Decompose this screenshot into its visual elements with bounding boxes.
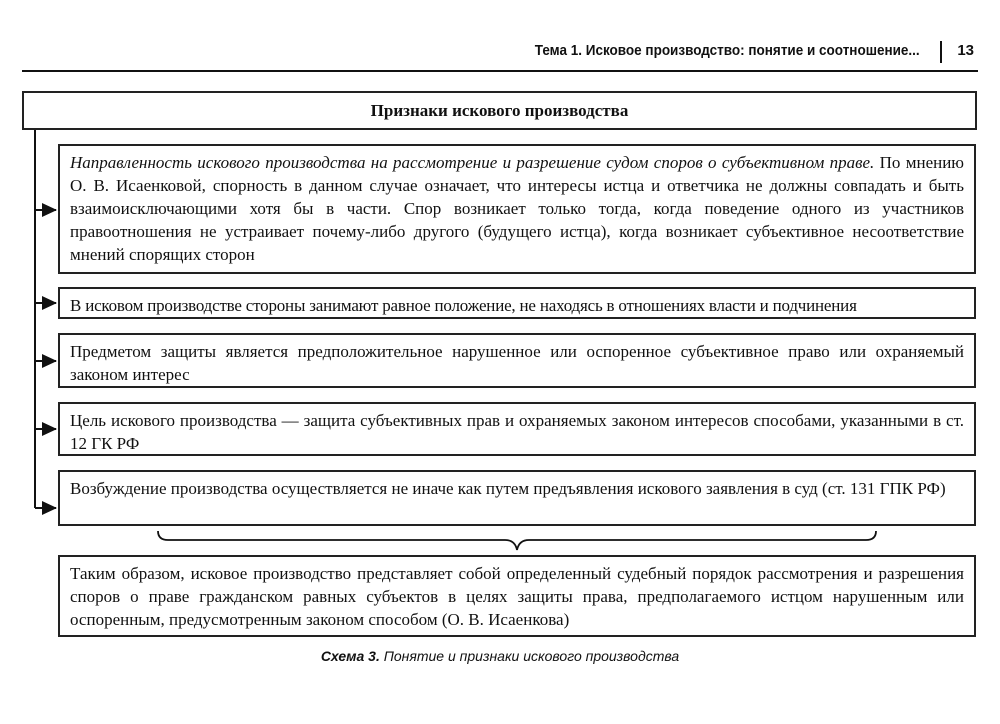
feature-1-text: По мнению О. В. Исаенковой, спорность в данном случае означает, что интересы истца и ответчика не должны совпадать и быть взаимоисключающими хотя бы в части. Спор возникает только тогда, когда поведение одного из участников правоотношения не устраивает почему-либо другого (будущего истца), когда возникает субъективное несоответствие мнений спорящих сторон <box>70 153 965 264</box>
feature-5-text: Возбуждение производства осуществляется не иначе как путем предъявления искового заявления в суд (ст. 131 ГПК РФ) <box>70 479 946 498</box>
feature-text-1 <box>70 151 964 266</box>
feature-box-3 <box>58 333 976 388</box>
summary-brace <box>158 531 876 550</box>
summary-text: Таким образом, исковое производство представляет собой определенный судебный порядок рассмотрения и разрешения споров о праве гражданском равных субъектов в целях защиты права, предполагаемого истцом нарушенным или оспоренным, предусмотренным законом способом (О. В. Исаенкова) <box>70 564 964 629</box>
page-number: 13 <box>957 42 974 59</box>
feature-2-text: В исковом производстве стороны занимают равное положение, не находясь в отношениях власти и подчинения <box>70 296 857 315</box>
feature-box-1 <box>58 144 976 274</box>
figure-caption <box>0 648 1000 664</box>
feature-1-italic: Направленность искового производства на рассмотрение и разрешение судом споров о субъективном праве. <box>70 153 875 172</box>
feature-4-text: Цель искового производства — защита субъективных прав и охраняемых законом интересов способами, указанными в ст. 12 ГК РФ <box>70 411 964 453</box>
caption-label: Схема 3. <box>320 648 380 664</box>
feature-box-4 <box>58 402 976 456</box>
summary-box <box>58 555 976 637</box>
diagram-title: Признаки искового производства <box>22 91 977 130</box>
caption-text: Понятие и признаки искового производства <box>383 648 680 664</box>
feature-3-text: Предметом защиты является предположительное нарушенное или оспоренное субъективное право или охраняемый законом интерес <box>70 342 964 384</box>
running-title: Тема 1. Исковое производство: понятие и соотношение... <box>535 42 920 59</box>
feature-box-5 <box>58 470 976 526</box>
feature-box-2 <box>58 287 976 319</box>
